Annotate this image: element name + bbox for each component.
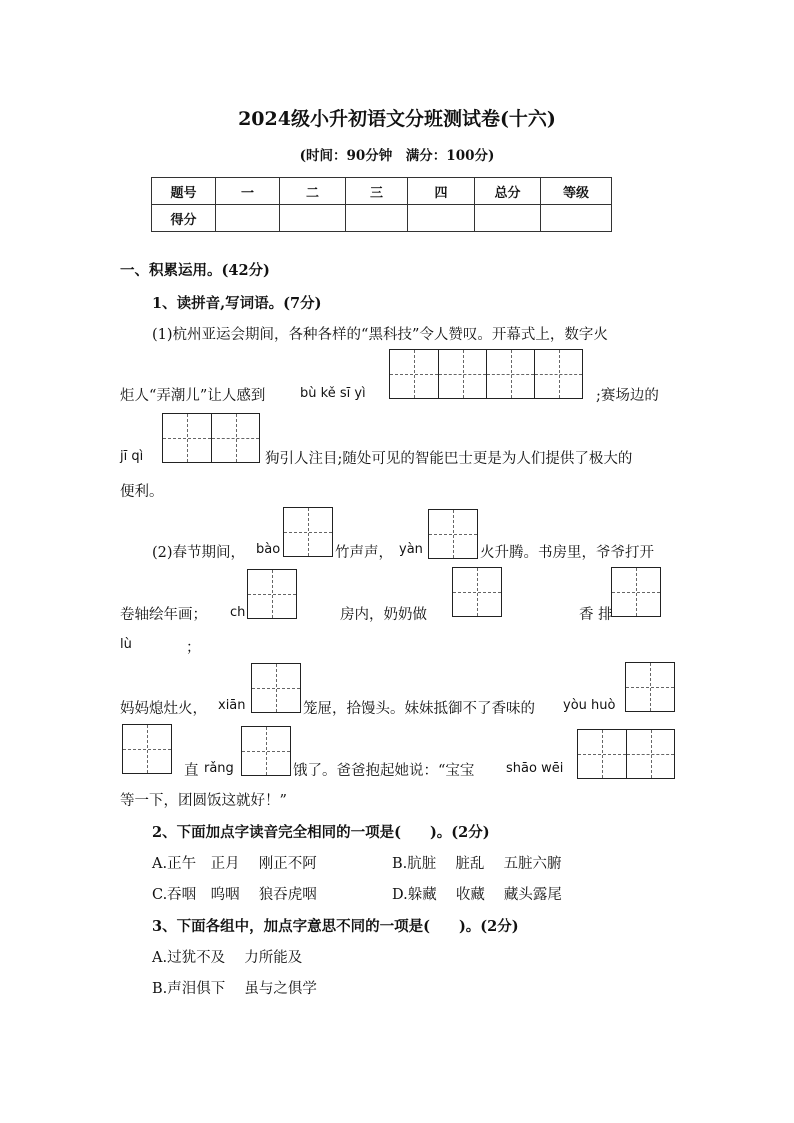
option-a: A.过犹不及 力所能及: [152, 950, 303, 966]
tianzige-cell[interactable]: [453, 568, 501, 616]
question-heading: 1、读拼音,写词语。(7分): [152, 295, 322, 312]
exam-time-and-score: (时间：90分钟 满分：100分): [299, 148, 495, 164]
score-cell[interactable]: [216, 205, 280, 232]
passage-text: 竹声声，: [335, 545, 393, 561]
tianzige-cell[interactable]: [248, 570, 296, 618]
tianzige-cell[interactable]: [626, 663, 674, 711]
question-heading: 3、下面各组中，加点字意思不同的一项是( )。(2分): [152, 918, 519, 935]
passage-text: ;赛场边的: [596, 388, 659, 404]
score-table: [151, 177, 612, 232]
score-cell[interactable]: [475, 205, 541, 232]
passage-text: 妈妈熄灶火，: [120, 701, 207, 717]
passage-text: 卷轴绘年画；: [120, 607, 207, 623]
passage-text: (2)春节期间，: [152, 545, 246, 561]
option-d: D.躲藏 收藏 藏头露尾: [392, 887, 562, 903]
writing-grid-shaowei[interactable]: [577, 729, 675, 779]
passage-text: ；: [186, 640, 201, 656]
table-header-cell: 三: [346, 178, 408, 205]
section-heading: 一、积累运用。(42分): [120, 262, 270, 279]
score-cell[interactable]: [280, 205, 346, 232]
writing-grid-chu[interactable]: [247, 569, 297, 619]
table-header-cell: 题号: [152, 178, 216, 205]
passage-text: 房内，奶奶做: [340, 607, 427, 623]
pinyin-prompt: lù: [120, 637, 132, 652]
passage-text: 火升腾。书房里，爷爷打开: [480, 545, 654, 561]
tianzige-cell[interactable]: [429, 510, 477, 558]
pinyin-prompt: shāo wēi: [506, 761, 564, 776]
tianzige-cell[interactable]: [438, 350, 486, 398]
tianzige-cell[interactable]: [626, 730, 674, 778]
option-a: A.正午 正月 刚正不阿: [152, 856, 317, 872]
writing-grid-bao[interactable]: [283, 507, 333, 557]
pinyin-prompt: rǎng: [204, 761, 234, 776]
writing-grid-youhuo-2[interactable]: [122, 724, 172, 774]
writing-grid-bukesiyi[interactable]: [389, 349, 583, 399]
option-b: B.声泪俱下 虽与之俱学: [152, 981, 317, 997]
pinyin-prompt: jī qì: [120, 449, 144, 464]
score-table-score-row: [152, 205, 612, 232]
writing-grid-jiqi[interactable]: [162, 413, 260, 463]
score-cell[interactable]: [346, 205, 408, 232]
option-b: B.肮脏 脏乱 五脏六腑: [392, 856, 562, 872]
table-header-cell: 四: [408, 178, 475, 205]
tianzige-cell[interactable]: [534, 350, 582, 398]
tianzige-cell[interactable]: [123, 725, 171, 773]
tianzige-cell[interactable]: [252, 664, 300, 712]
score-cell[interactable]: [541, 205, 612, 232]
pinyin-prompt: yàn: [399, 542, 423, 557]
score-table-header-row: [152, 178, 612, 205]
tianzige-cell[interactable]: [578, 730, 626, 778]
tianzige-cell[interactable]: [163, 414, 211, 462]
writing-grid-pai[interactable]: [611, 567, 661, 617]
tianzige-cell[interactable]: [486, 350, 534, 398]
table-header-cell: 总分: [475, 178, 541, 205]
question-heading: 2、下面加点字读音完全相同的一项是( )。(2分): [152, 824, 490, 841]
passage-text: 笼屉，拾馒头。妹妹抵御不了香味的: [303, 701, 535, 717]
tianzige-cell[interactable]: [390, 350, 438, 398]
passage-text: 炬人“弄潮儿”让人感到: [120, 388, 266, 404]
option-c: C.吞咽 呜咽 狼吞虎咽: [152, 887, 317, 903]
table-header-cell: 一: [216, 178, 280, 205]
table-row-label: 得分: [152, 205, 216, 232]
pinyin-prompt: xiān: [218, 698, 246, 713]
passage-text: 香 排: [579, 607, 613, 623]
page-title: 2024级小升初语文分班测试卷(十六): [238, 108, 556, 130]
writing-grid-rang[interactable]: [241, 726, 291, 776]
table-header-cell: 等级: [541, 178, 612, 205]
writing-grid-yan[interactable]: [428, 509, 478, 559]
pinyin-prompt: bào: [256, 542, 281, 557]
passage-text: (1)杭州亚运会期间，各种各样的“黑科技”令人赞叹。开幕式上，数字火: [152, 327, 608, 343]
writing-grid-zuo[interactable]: [452, 567, 502, 617]
score-cell[interactable]: [408, 205, 475, 232]
passage-text: 狗引人注目;随处可见的智能巴士更是为人们提供了极大的: [265, 451, 633, 467]
tianzige-cell[interactable]: [211, 414, 259, 462]
passage-text: 饿了。爸爸抱起她说：“宝宝: [293, 763, 475, 779]
pinyin-prompt: bù kě sī yì: [300, 386, 366, 401]
pinyin-prompt: yòu huò: [563, 698, 616, 713]
pinyin-prompt: ch: [230, 605, 246, 620]
tianzige-cell[interactable]: [242, 727, 290, 775]
passage-text: 等一下，团圆饭这就好！”: [120, 793, 287, 809]
tianzige-cell[interactable]: [284, 508, 332, 556]
writing-grid-xian[interactable]: [251, 663, 301, 713]
writing-grid-youhuo-1[interactable]: [625, 662, 675, 712]
passage-text: 便利。: [120, 484, 164, 500]
table-header-cell: 二: [280, 178, 346, 205]
tianzige-cell[interactable]: [612, 568, 660, 616]
passage-text: 直: [184, 763, 199, 779]
